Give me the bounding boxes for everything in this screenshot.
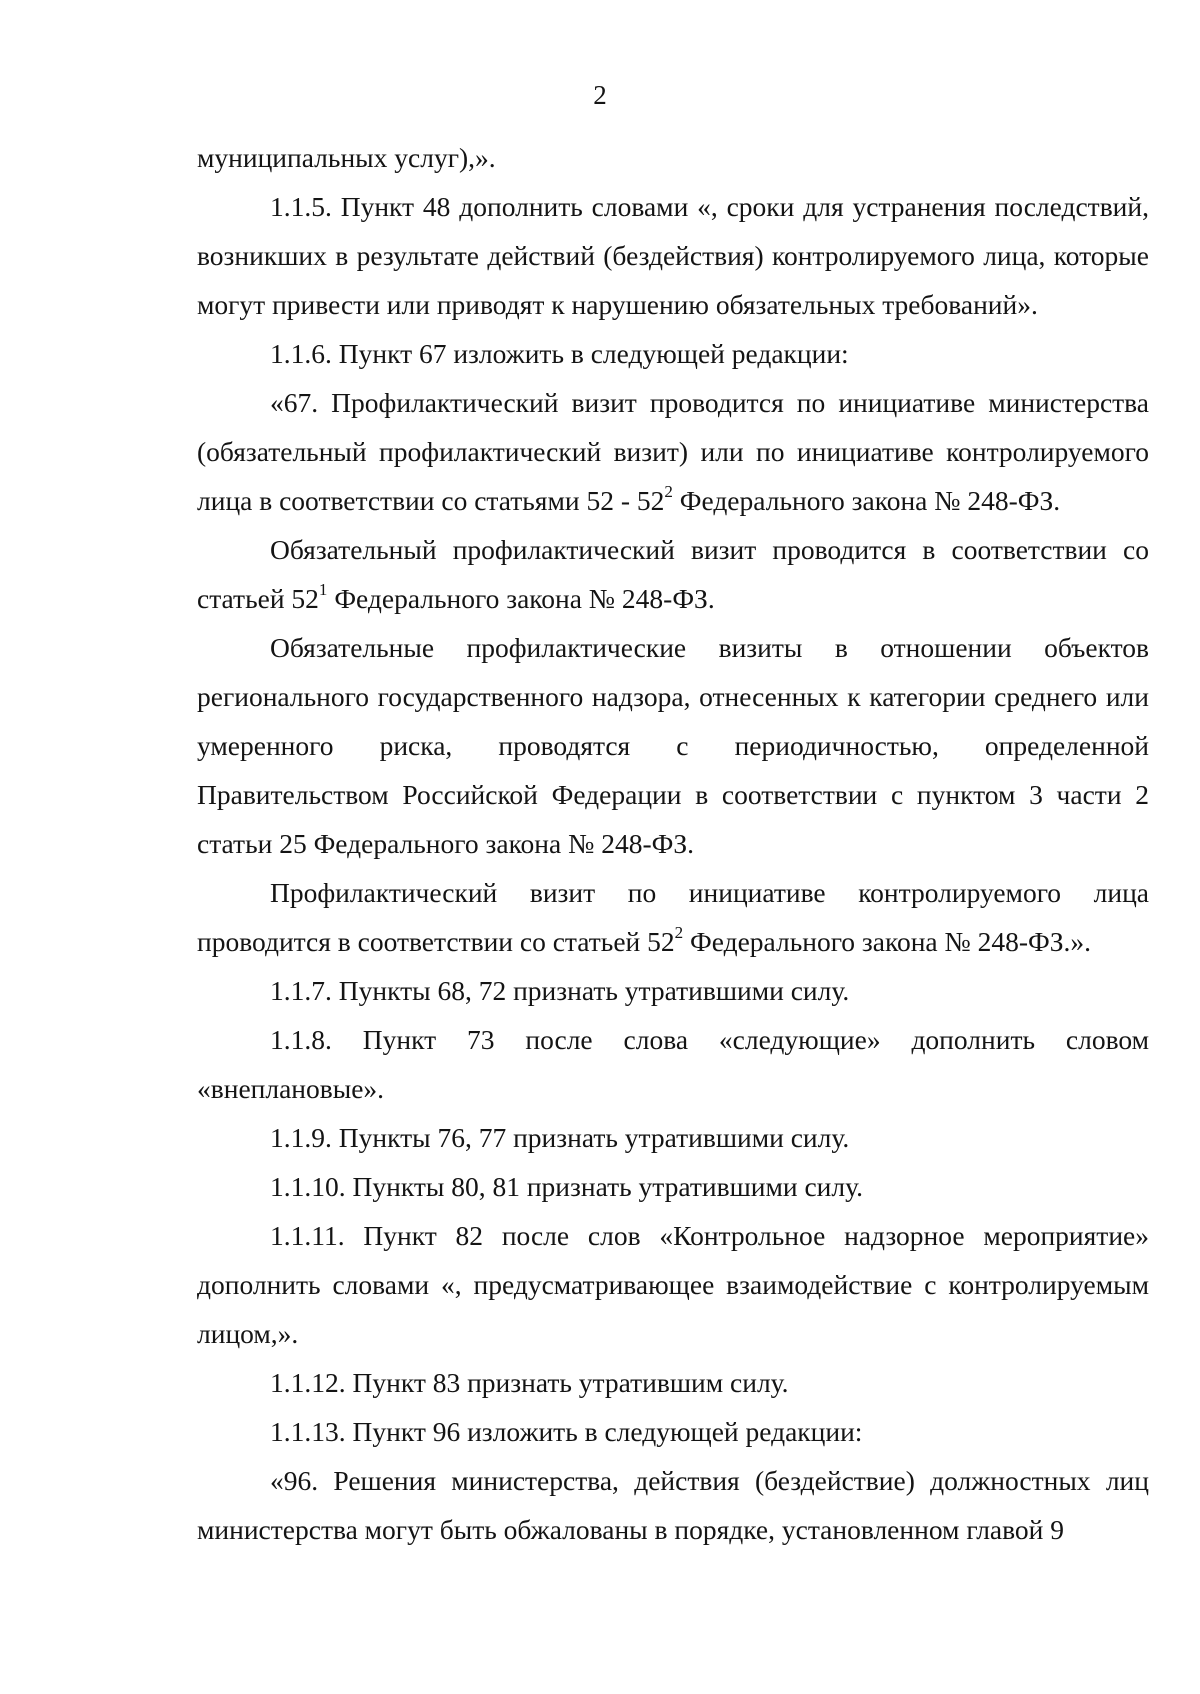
page-number: 2 [593, 80, 607, 110]
document-body [197, 133, 1149, 1554]
paragraph-1-1-11: 1.1.11. Пункт 82 после слов «Контрольное надзорное мероприятие» дополнить словами «, предусматривающее взаимодействие с контролируемым лицом,». [197, 1220, 1149, 1349]
paragraph-initiative-visit [197, 868, 1149, 966]
paragraph-text: Профилактический визит по инициативе контролируемого лица проводится в соответствии со статьей 52 [197, 877, 1149, 957]
paragraph-point-96: «96. Решения министерства, действия (бездействие) должностных лиц министерства могут быть обжалованы в порядке, установленном главой 9 [197, 1465, 1149, 1545]
paragraph-1-1-7: 1.1.7. Пункты 68, 72 признать утратившими силу. [270, 975, 850, 1006]
superscript: 2 [674, 923, 684, 943]
paragraph-continuation: муниципальных услуг),». [197, 142, 496, 173]
paragraph-1-1-5: 1.1.5. Пункт 48 дополнить словами «, сроки для устранения последствий, возникших в результате действий (бездействия) контролируемого лица, которые могут привести или приводят к нарушению обязательных требований». [197, 191, 1149, 320]
paragraph-text: Обязательный профилактический визит проводится в соответствии со статьей 52 [197, 534, 1149, 614]
paragraph-1-1-13: 1.1.13. Пункт 96 изложить в следующей редакции: [270, 1416, 863, 1447]
paragraph-periodicity: Обязательные профилактические визиты в отношении объектов регионального государственного надзора, отнесенных к категории среднего или умеренного риска, проводятся с периодичностью, определенной Правительством Российской Федерации в соответствии с пунктом 3 части 2 статьи 25 Федерального закона № 248-ФЗ. [197, 632, 1149, 859]
paragraph-text: Федерального закона № 248-ФЗ. [672, 485, 1061, 516]
paragraph-text: Федерального закона № 248-ФЗ. [327, 583, 715, 614]
paragraph-mandatory-visit [197, 525, 1149, 623]
paragraph-1-1-9: 1.1.9. Пункты 76, 77 признать утратившими силу. [270, 1122, 850, 1153]
paragraph-text: Федерального закона № 248-ФЗ.». [683, 926, 1092, 957]
superscript: 1 [318, 580, 328, 600]
paragraph-point-67 [197, 378, 1149, 525]
paragraph-1-1-10: 1.1.10. Пункты 80, 81 признать утратившими силу. [270, 1171, 863, 1202]
paragraph-1-1-12: 1.1.12. Пункт 83 признать утратившим силу. [270, 1367, 789, 1398]
paragraph-1-1-8: 1.1.8. Пункт 73 после слова «следующие» дополнить словом «внеплановые». [197, 1024, 1149, 1104]
superscript: 2 [664, 482, 673, 502]
paragraph-text: «67. Профилактический визит проводится по инициативе министерства (обязательный профилактический визит) или по инициативе контролируемого лица в соответствии со статьями 52 - 52 [197, 387, 1149, 516]
paragraph-1-1-6: 1.1.6. Пункт 67 изложить в следующей редакции: [270, 338, 849, 369]
